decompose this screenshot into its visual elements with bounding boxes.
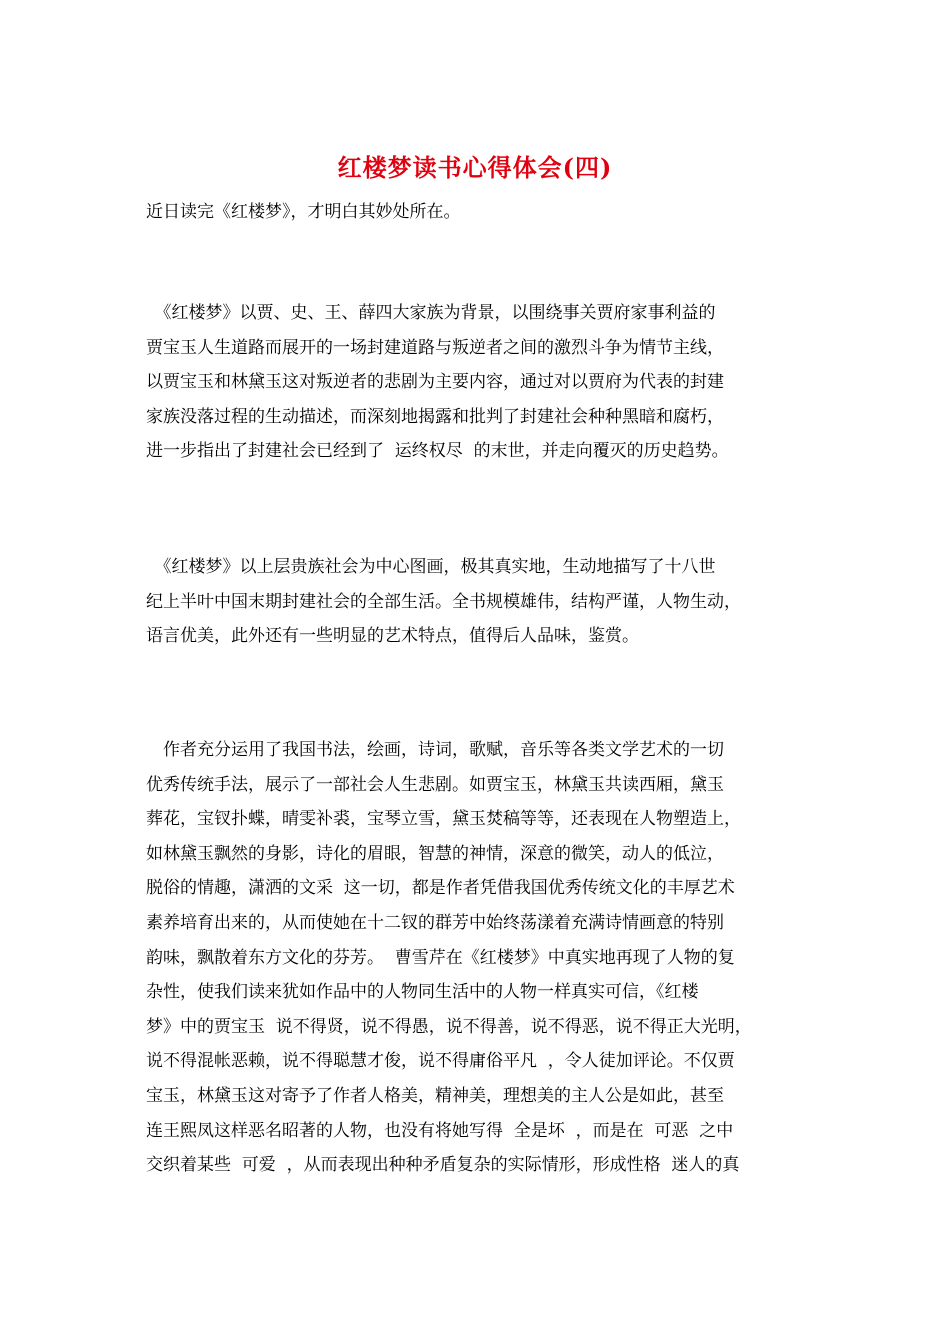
text-line: 连王熙凤这样恶名昭著的人物，也没有将她写得 全是坏 ，而是在 可恶 之中 xyxy=(146,1120,734,1141)
document-title: 红楼梦读书心得体会(四) xyxy=(337,153,613,182)
text-line: 梦》中的贾宝玉 说不得贤，说不得愚，说不得善，说不得恶，说不得正大光明， xyxy=(146,1016,752,1037)
text-line: 葬花，宝钗扑蝶，晴雯补裘，宝琴立雪，黛玉焚稿等等，还表现在人物塑造上， xyxy=(146,809,741,830)
text-line: 杂性，使我们读来犹如作品中的人物同生活中的人物一样真实可信，《红楼 xyxy=(146,982,699,1003)
paragraph-1 xyxy=(146,296,826,469)
text-line: 贾宝玉人生道路而展开的一场封建道路与叛逆者之间的激烈斗争为情节主线， xyxy=(146,337,724,358)
paragraph-3 xyxy=(146,733,826,1183)
text-line: 脱俗的情趣，潇洒的文采 这一切，都是作者凭借我国优秀传统文化的丰厚艺术 xyxy=(146,878,735,899)
text-line: 宝玉，林黛玉这对寄予了作者人格美，精神美，理想美的主人公是如此，甚至 xyxy=(146,1085,724,1106)
text-line: 素养培育出来的，从而使她在十二钗的群芳中始终荡漾着充满诗情画意的特别 xyxy=(146,912,724,933)
text-line: 说不得混帐恶赖，说不得聪慧才俊，说不得庸俗平凡 ，令人徒加评论。不仅贾 xyxy=(146,1051,735,1072)
text-line: 家族没落过程的生动描述，而深刻地揭露和批判了封建社会种种黑暗和腐朽， xyxy=(146,406,724,427)
text-line: 交织着某些 可爱 ，从而表现出种种矛盾复杂的实际情形，形成性格 迷人的真 xyxy=(146,1155,740,1176)
text-line: 《红楼梦》以上层贵族社会为中心图画，极其真实地，生动地描写了十八世 xyxy=(146,557,716,577)
text-line: 作者充分运用了我国书法，绘画，诗词，歌赋，音乐等各类文学艺术的一切 xyxy=(146,740,724,760)
text-line: 语言优美，此外还有一些明显的艺术特点，值得后人品味，鉴赏。 xyxy=(146,626,639,647)
intro-paragraph: 近日读完《红楼梦》，才明白其妙处所在。 xyxy=(146,202,461,222)
text-line: 《红楼梦》以贾、史、王、薛四大家族为背景，以围绕事关贾府家事利益的 xyxy=(146,303,716,323)
text-line: 优秀传统手法，展示了一部社会人生悲剧。如贾宝玉，林黛玉共读西厢，黛玉 xyxy=(146,774,724,795)
text-line: 进一步指出了封建社会已经到了 运终权尽 的末世，并走向覆灭的历史趋势。 xyxy=(146,441,729,462)
text-line: 韵味，飘散着东方文化的芬芳。 曹雪芹在《红楼梦》中真实地再现了人物的复 xyxy=(146,947,735,968)
text-line: 以贾宝玉和林黛玉这对叛逆者的悲剧为主要内容，通过对以贾府为代表的封建 xyxy=(146,372,724,393)
text-line: 如林黛玉飘然的身影，诗化的眉眼，智慧的神情，深意的微笑，动人的低泣， xyxy=(146,843,724,864)
paragraph-2 xyxy=(146,550,826,654)
text-line: 纪上半叶中国末期封建社会的全部生活。全书规模雄伟，结构严谨，人物生动， xyxy=(146,591,741,612)
